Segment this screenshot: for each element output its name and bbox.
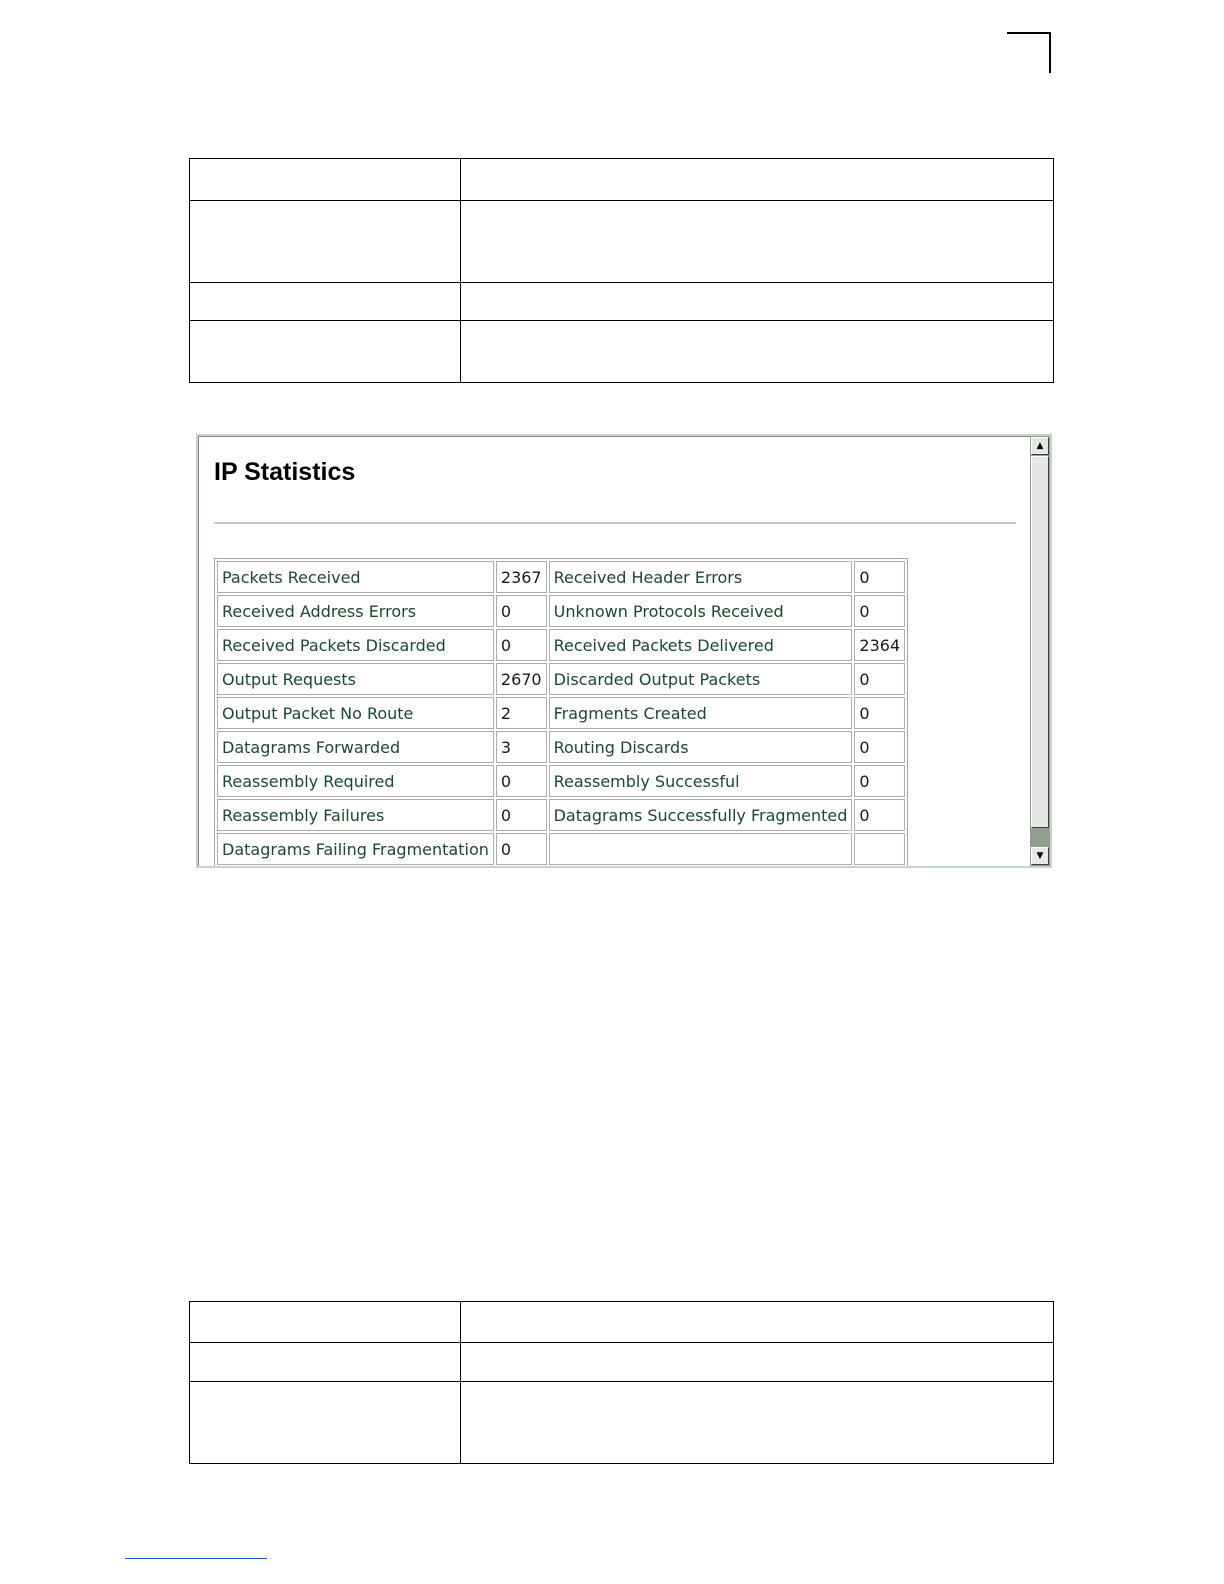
- upper-reference-table: [189, 158, 1054, 383]
- stat-value: 0: [496, 595, 547, 627]
- table-row: [190, 1343, 1054, 1382]
- table-row: [190, 1302, 1054, 1343]
- stat-value: 2367: [496, 561, 547, 593]
- ip-statistics-window: [196, 434, 1052, 868]
- stat-value: 0: [854, 799, 905, 831]
- stat-value: 0: [496, 833, 547, 865]
- stat-value: 0: [854, 663, 905, 695]
- stat-label: Reassembly Failures: [217, 799, 494, 831]
- crop-mark-vertical: [1049, 33, 1051, 73]
- table-row: [217, 799, 905, 831]
- stat-label: Fragments Created: [549, 697, 853, 729]
- stat-value: 2: [496, 697, 547, 729]
- scroll-up-arrow-icon[interactable]: ▲: [1031, 437, 1049, 455]
- table-row: [190, 283, 1054, 321]
- stat-value: 0: [496, 629, 547, 661]
- table-row: [217, 595, 905, 627]
- scroll-down-arrow-icon[interactable]: ▼: [1031, 847, 1049, 865]
- table-row: [190, 1382, 1054, 1464]
- table-row: [217, 561, 905, 593]
- table-row: [190, 321, 1054, 383]
- stat-value: 0: [496, 799, 547, 831]
- ip-statistics-table: [214, 558, 908, 868]
- stat-value: 2364: [854, 629, 905, 661]
- table-row: [217, 765, 905, 797]
- table-row: [190, 159, 1054, 201]
- stat-label: Discarded Output Packets: [549, 663, 853, 695]
- stat-value: 3: [496, 731, 547, 763]
- stat-value: 0: [854, 595, 905, 627]
- stat-label: Received Packets Discarded: [217, 629, 494, 661]
- stat-label: Output Requests: [217, 663, 494, 695]
- stat-label: Received Packets Delivered: [549, 629, 853, 661]
- vertical-scrollbar[interactable]: [1030, 436, 1050, 866]
- stat-label: Reassembly Successful: [549, 765, 853, 797]
- stat-label: Received Header Errors: [549, 561, 853, 593]
- stat-label: Routing Discards: [549, 731, 853, 763]
- footer-rule: [125, 1558, 267, 1559]
- stat-label: Datagrams Forwarded: [217, 731, 494, 763]
- stat-value: 0: [854, 765, 905, 797]
- stat-value: [854, 833, 905, 865]
- stat-value: 0: [496, 765, 547, 797]
- title-divider: [214, 522, 1016, 524]
- stat-label: Datagrams Successfully Fragmented: [549, 799, 853, 831]
- scrollbar-thumb[interactable]: [1031, 456, 1049, 828]
- table-row: [217, 697, 905, 729]
- stat-label: Output Packet No Route: [217, 697, 494, 729]
- stat-value: 0: [854, 697, 905, 729]
- stat-label: Unknown Protocols Received: [549, 595, 853, 627]
- table-row: [217, 629, 905, 661]
- table-row: [217, 663, 905, 695]
- stat-value: 0: [854, 731, 905, 763]
- table-row: [217, 731, 905, 763]
- table-row: [190, 201, 1054, 283]
- table-row: [217, 833, 905, 865]
- stat-label: Datagrams Failing Fragmentation: [217, 833, 494, 865]
- stat-label: Packets Received: [217, 561, 494, 593]
- stat-label: [549, 833, 853, 865]
- lower-reference-table: [189, 1301, 1054, 1464]
- stat-label: Received Address Errors: [217, 595, 494, 627]
- stat-label: Reassembly Required: [217, 765, 494, 797]
- stat-value: 0: [854, 561, 905, 593]
- stat-value: 2670: [496, 663, 547, 695]
- crop-mark-horizontal: [1007, 32, 1051, 34]
- page-title: IP Statistics: [214, 458, 356, 486]
